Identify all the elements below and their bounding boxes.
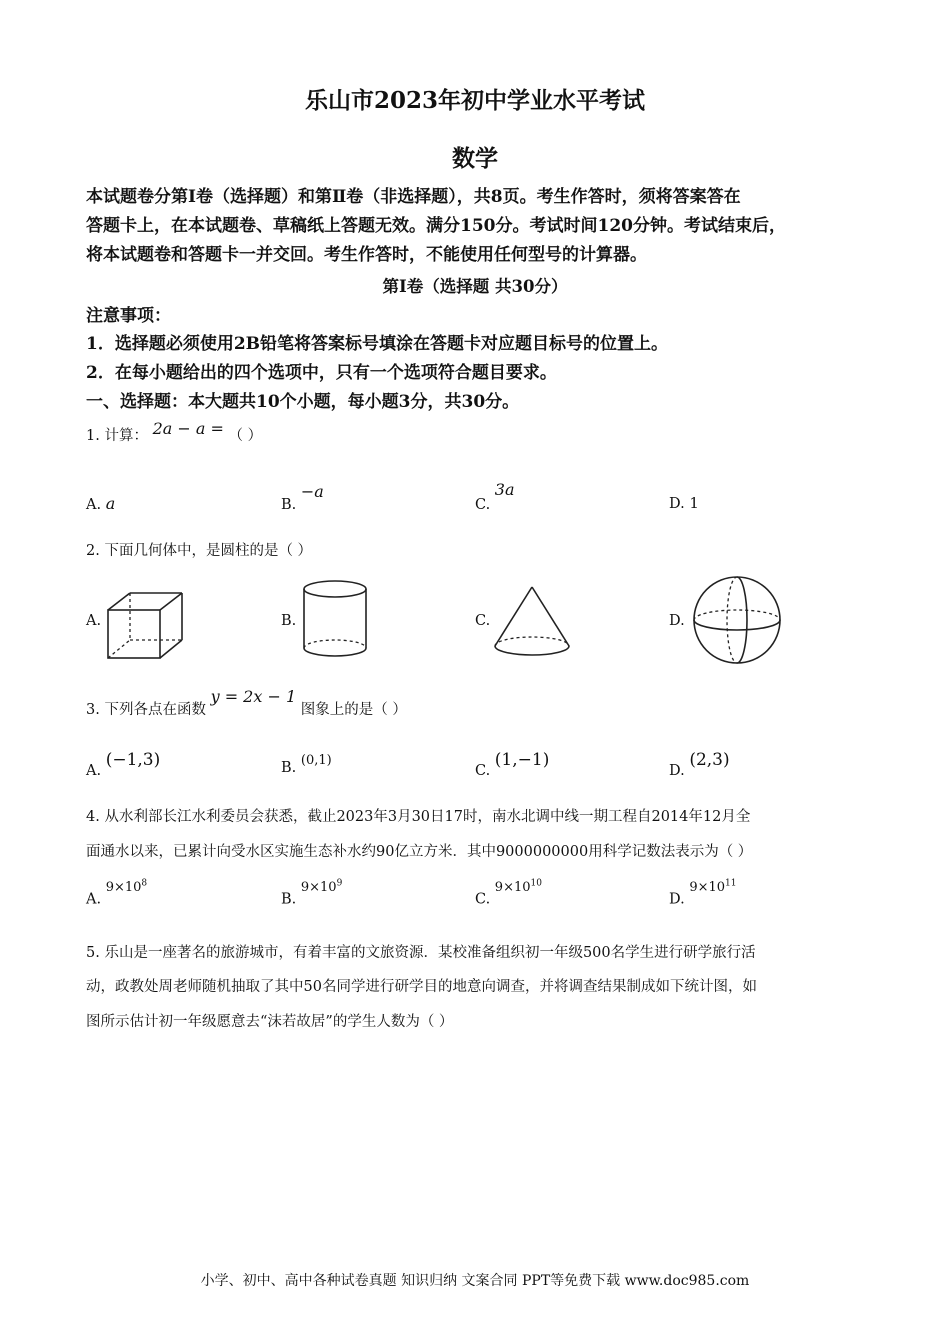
- q1-option-c[interactable]: C. 3a: [475, 480, 515, 513]
- question-1-stem: [86, 420, 876, 451]
- note-2: 2．在每小题给出的四个选项中，只有一个选项符合题目要求。: [86, 363, 557, 383]
- cone-figure: [492, 584, 572, 660]
- q1-option-b[interactable]: B. −a: [281, 482, 324, 513]
- q1-option-d[interactable]: D. 1: [669, 494, 699, 512]
- q3-prefix: 3. 下列各点在函数: [86, 702, 206, 718]
- q3-expression: y = 2x − 1: [210, 687, 297, 706]
- intro-line-1: 本试题卷分第Ⅰ卷（选择题）和第Ⅱ卷（非选择题），共8页。考生作答时，须将答案答在: [86, 187, 741, 207]
- q2-option-b-label[interactable]: B.: [281, 613, 297, 629]
- intro-line-2: 答题卡上，在本试题卷、草稿纸上答题无效。满分150分。考试时间120分钟。考试结束后，: [86, 216, 786, 236]
- sphere-figure: [691, 574, 783, 666]
- q3-option-c[interactable]: C. (1,−1): [475, 750, 550, 779]
- question-5-line-3: 图所示估计初一年级愿意去“沫若故居”的学生人数为（ ）: [86, 1014, 454, 1030]
- q4-option-d[interactable]: D. $9\times 10^{11}$: [669, 879, 737, 908]
- question-2-stem: 2. 下面几何体中，是圆柱的是（ ）: [86, 543, 313, 559]
- q3-suffix: 图象上的是（ ）: [300, 702, 407, 718]
- question-4-line-2: 面通水以来，已累计向受水区实施生态补水约90亿立方米．其中9000000000用科学记数法表示为（ ）: [86, 844, 753, 860]
- question-4-line-1: 4. 从水利部长江水利委员会获悉，截止2023年3月30日17时，南水北调中线一期工程自2014年12月全: [86, 809, 751, 825]
- note-1: 1．选择题必须使用2B铅笔将答案标号填涂在答题卡对应题目标号的位置上。: [86, 334, 669, 354]
- q2-option-c-label[interactable]: C.: [475, 613, 491, 629]
- question-5-line-1: 5. 乐山是一座著名的旅游城市，有着丰富的文旅资源．某校准备组织初一年级500名学生进行研学旅行活: [86, 945, 756, 961]
- question-5-line-2: 动，政教处周老师随机抽取了其中50名同学进行研学目的地意向调查，并将调查结果制成如下统计图，如: [86, 979, 757, 995]
- q3-option-a[interactable]: A. (−1,3): [86, 750, 161, 779]
- cylinder-figure: [300, 578, 370, 662]
- q1-suffix: （ ）: [228, 428, 263, 444]
- q1-expression: 2a − a =: [152, 419, 224, 438]
- subject-title: 数学: [452, 145, 498, 172]
- q1-option-a[interactable]: A. a: [86, 494, 116, 513]
- q4-option-a[interactable]: A. $9\times 10^8$: [86, 879, 148, 908]
- q1-prefix: 1. 计算：: [86, 428, 148, 444]
- notes-title: 注意事项：: [86, 306, 171, 326]
- q3-option-b[interactable]: B. (0,1): [281, 753, 332, 776]
- q2-option-a-label[interactable]: A.: [86, 613, 102, 629]
- exam-title: 乐山市2023年初中学业水平考试: [304, 87, 645, 114]
- part1-heading: 第Ⅰ卷（选择题 共30分）: [382, 277, 568, 296]
- section-heading: 一、选择题：本大题共10个小题，每小题3分，共30分。: [86, 392, 520, 412]
- intro-line-3: 将本试题卷和答题卡一并交回。考生作答时，不能使用任何型号的计算器。: [86, 245, 647, 265]
- q3-option-d[interactable]: D. (2,3): [669, 750, 730, 779]
- q4-option-b[interactable]: B. $9\times 10^9$: [281, 879, 343, 908]
- cube-figure: [105, 590, 187, 662]
- q2-option-d-label[interactable]: D.: [669, 613, 685, 629]
- page-footer: 小学、初中、高中各种试卷真题 知识归纳 文案合同 PPT等免费下载 www.doc985.com: [200, 1273, 750, 1289]
- q4-option-c[interactable]: C. $9\times 10^{10}$: [475, 879, 542, 908]
- question-3-stem: [86, 687, 876, 725]
